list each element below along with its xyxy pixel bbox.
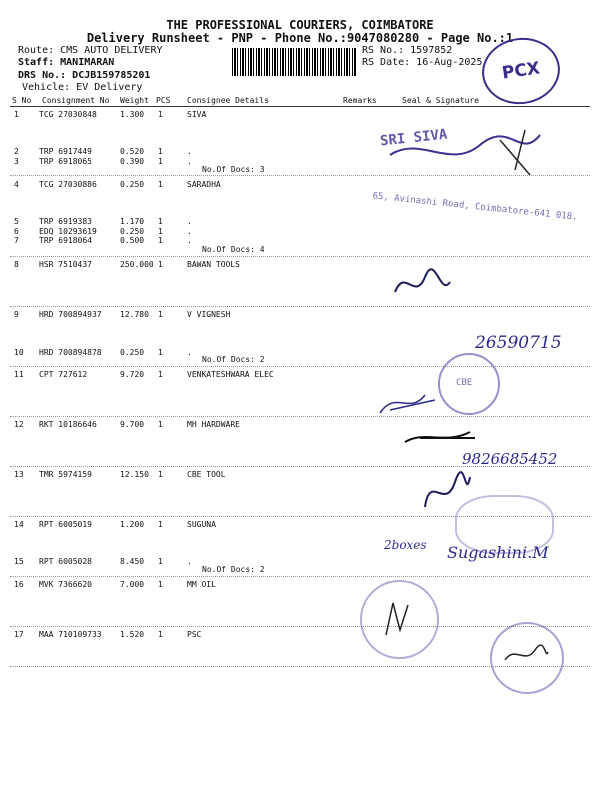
signature-mark bbox=[378, 595, 418, 640]
row-pcs: 1 bbox=[158, 180, 163, 189]
row-pcs: 1 bbox=[158, 157, 163, 166]
signature-mark bbox=[375, 385, 445, 420]
row-cno: TRP 6919383 bbox=[39, 217, 92, 226]
row-consignee: . bbox=[187, 217, 192, 226]
row-sno: 12 bbox=[14, 420, 24, 429]
drs-label: DRS No.: DCJB159785201 bbox=[18, 70, 151, 81]
row-pcs: 1 bbox=[158, 580, 163, 589]
row-sno: 8 bbox=[14, 260, 19, 269]
signature-mark bbox=[415, 462, 475, 517]
row-wt: 12.150 bbox=[120, 470, 149, 479]
docs-count: No.Of Docs: 2 bbox=[202, 565, 265, 574]
handwritten-phone: 26590715 bbox=[475, 333, 562, 353]
rs-number: RS No.: 1597852 bbox=[362, 45, 453, 56]
row-pcs: 1 bbox=[158, 236, 163, 245]
row-sno: 17 bbox=[14, 630, 24, 639]
row-sno: 13 bbox=[14, 470, 24, 479]
row-wt: 0.250 bbox=[120, 180, 145, 189]
row-wt: 0.250 bbox=[120, 348, 145, 357]
row-cno: TRP 6918065 bbox=[39, 157, 92, 166]
signature-mark bbox=[380, 115, 550, 185]
barcode bbox=[232, 48, 357, 76]
row-pcs: 1 bbox=[158, 520, 163, 529]
row-consignee: . bbox=[187, 348, 192, 357]
row-sno: 10 bbox=[14, 348, 24, 357]
col-pcs: PCS bbox=[156, 96, 171, 105]
row-pcs: 1 bbox=[158, 310, 163, 319]
col-remarks: Remarks bbox=[343, 96, 377, 105]
row-wt: 9.700 bbox=[120, 420, 145, 429]
docs-count: No.Of Docs: 4 bbox=[202, 245, 265, 254]
row-consignee: VENKATESHWARA ELEC bbox=[187, 370, 274, 379]
row-cno: TRP 6918064 bbox=[39, 236, 92, 245]
row-pcs: 1 bbox=[158, 217, 163, 226]
row-pcs: 1 bbox=[158, 260, 163, 269]
row-pcs: 1 bbox=[158, 147, 163, 156]
row-cno: MAA 710109733 bbox=[39, 630, 102, 639]
row-wt: 1.520 bbox=[120, 630, 145, 639]
cbe-stamp-label: CBE bbox=[456, 378, 473, 388]
vehicle-label: Vehicle: EV Delivery bbox=[22, 82, 143, 93]
row-pcs: 1 bbox=[158, 227, 163, 236]
row-sno: 7 bbox=[14, 236, 19, 245]
row-cno: CPT 727612 bbox=[39, 370, 88, 379]
row-pcs: 1 bbox=[158, 348, 163, 357]
row-wt: 7.000 bbox=[120, 580, 145, 589]
row-cno: HRD 700894937 bbox=[39, 310, 102, 319]
row-pcs: 1 bbox=[158, 370, 163, 379]
row-consignee: BAWAN TOOLS bbox=[187, 260, 240, 269]
row-wt: 0.250 bbox=[120, 227, 145, 236]
row-wt: 250.000 bbox=[120, 260, 154, 269]
row-consignee: . bbox=[187, 157, 192, 166]
row-pcs: 1 bbox=[158, 420, 163, 429]
col-consignee: Consignee Details bbox=[187, 96, 269, 105]
address-stamp: 65, Avinashi Road, Coimbatore-641 018. bbox=[372, 191, 578, 223]
row-cno: TCG 27030848 bbox=[39, 110, 97, 119]
row-sno: 5 bbox=[14, 217, 19, 226]
row-sno: 6 bbox=[14, 227, 19, 236]
row-consignee: . bbox=[187, 147, 192, 156]
row-consignee: . bbox=[187, 236, 192, 245]
signature-mark bbox=[400, 420, 480, 450]
row-pcs: 1 bbox=[158, 557, 163, 566]
sri-siva-stamp: SRI SIVA bbox=[379, 126, 449, 150]
row-consignee: SUGUNA bbox=[187, 520, 216, 529]
row-wt: 8.450 bbox=[120, 557, 145, 566]
pcx-stamp: PCX bbox=[478, 33, 564, 109]
docs-count: No.Of Docs: 3 bbox=[202, 165, 265, 174]
row-divider bbox=[10, 416, 590, 417]
page-subtitle: Delivery Runsheet - PNP - Phone No.:9047080280 - Page No.:1 bbox=[86, 31, 514, 45]
rs-date: RS Date: 16-Aug-2025 bbox=[362, 57, 483, 68]
row-divider bbox=[10, 366, 590, 367]
row-sno: 11 bbox=[14, 370, 24, 379]
row-pcs: 1 bbox=[158, 110, 163, 119]
row-consignee: PSC bbox=[187, 630, 202, 639]
handwritten-note: 2boxes bbox=[384, 538, 427, 552]
row-wt: 0.390 bbox=[120, 157, 145, 166]
row-cno: TCG 27030886 bbox=[39, 180, 97, 189]
row-cno: TMR 5974159 bbox=[39, 470, 92, 479]
row-consignee: MH HARDWARE bbox=[187, 420, 240, 429]
header-rule bbox=[10, 106, 590, 107]
row-sno: 3 bbox=[14, 157, 19, 166]
row-cno: RPT 6005019 bbox=[39, 520, 92, 529]
row-consignee: MM OIL bbox=[187, 580, 216, 589]
row-consignee: . bbox=[187, 227, 192, 236]
row-wt: 1.300 bbox=[120, 110, 145, 119]
row-sno: 14 bbox=[14, 520, 24, 529]
col-weight: Weight bbox=[120, 96, 149, 105]
row-sno: 16 bbox=[14, 580, 24, 589]
handwritten-phone: 9826685452 bbox=[462, 450, 558, 468]
row-cno: RKT 10186646 bbox=[39, 420, 97, 429]
row-cno: TRP 6917449 bbox=[39, 147, 92, 156]
handwritten-signature: Sugashini.M bbox=[447, 543, 549, 562]
signature-mark bbox=[385, 262, 455, 307]
row-wt: 9.720 bbox=[120, 370, 145, 379]
row-pcs: 1 bbox=[158, 470, 163, 479]
col-sno: S No bbox=[12, 96, 32, 105]
row-wt: 0.500 bbox=[120, 236, 145, 245]
row-consignee: CBE TOOL bbox=[187, 470, 226, 479]
row-sno: 4 bbox=[14, 180, 19, 189]
row-cno: HSR 7510437 bbox=[39, 260, 92, 269]
row-consignee: SIVA bbox=[187, 110, 207, 119]
row-sno: 15 bbox=[14, 557, 24, 566]
row-cno: MVK 7366620 bbox=[39, 580, 92, 589]
row-cno: HRD 700894878 bbox=[39, 348, 102, 357]
row-wt: 0.520 bbox=[120, 147, 145, 156]
col-seal: Seal & Signature bbox=[402, 96, 480, 105]
row-divider bbox=[10, 306, 590, 307]
docs-count: No.Of Docs: 2 bbox=[202, 355, 265, 364]
row-cno: RPT 6005028 bbox=[39, 557, 92, 566]
row-consignee: V VIGNESH bbox=[187, 310, 231, 319]
row-sno: 1 bbox=[14, 110, 19, 119]
col-consignment: Consignment No bbox=[42, 96, 110, 105]
row-wt: 1.170 bbox=[120, 217, 145, 226]
row-pcs: 1 bbox=[158, 630, 163, 639]
row-sno: 9 bbox=[14, 310, 19, 319]
row-wt: 1.200 bbox=[120, 520, 145, 529]
page-title: THE PROFESSIONAL COURIERS, COIMBATORE bbox=[166, 18, 434, 32]
row-divider bbox=[10, 576, 590, 577]
row-consignee: SARADHA bbox=[187, 180, 221, 189]
route-label: Route: CMS AUTO DELIVERY bbox=[18, 45, 163, 56]
signature-mark bbox=[500, 640, 550, 670]
row-consignee: . bbox=[187, 557, 192, 566]
row-wt: 12.780 bbox=[120, 310, 149, 319]
row-divider bbox=[10, 626, 590, 627]
row-cno: EDQ 10293619 bbox=[39, 227, 97, 236]
staff-label: Staff: MANIMARAN bbox=[18, 57, 115, 68]
row-sno: 2 bbox=[14, 147, 19, 156]
row-divider bbox=[10, 256, 590, 257]
